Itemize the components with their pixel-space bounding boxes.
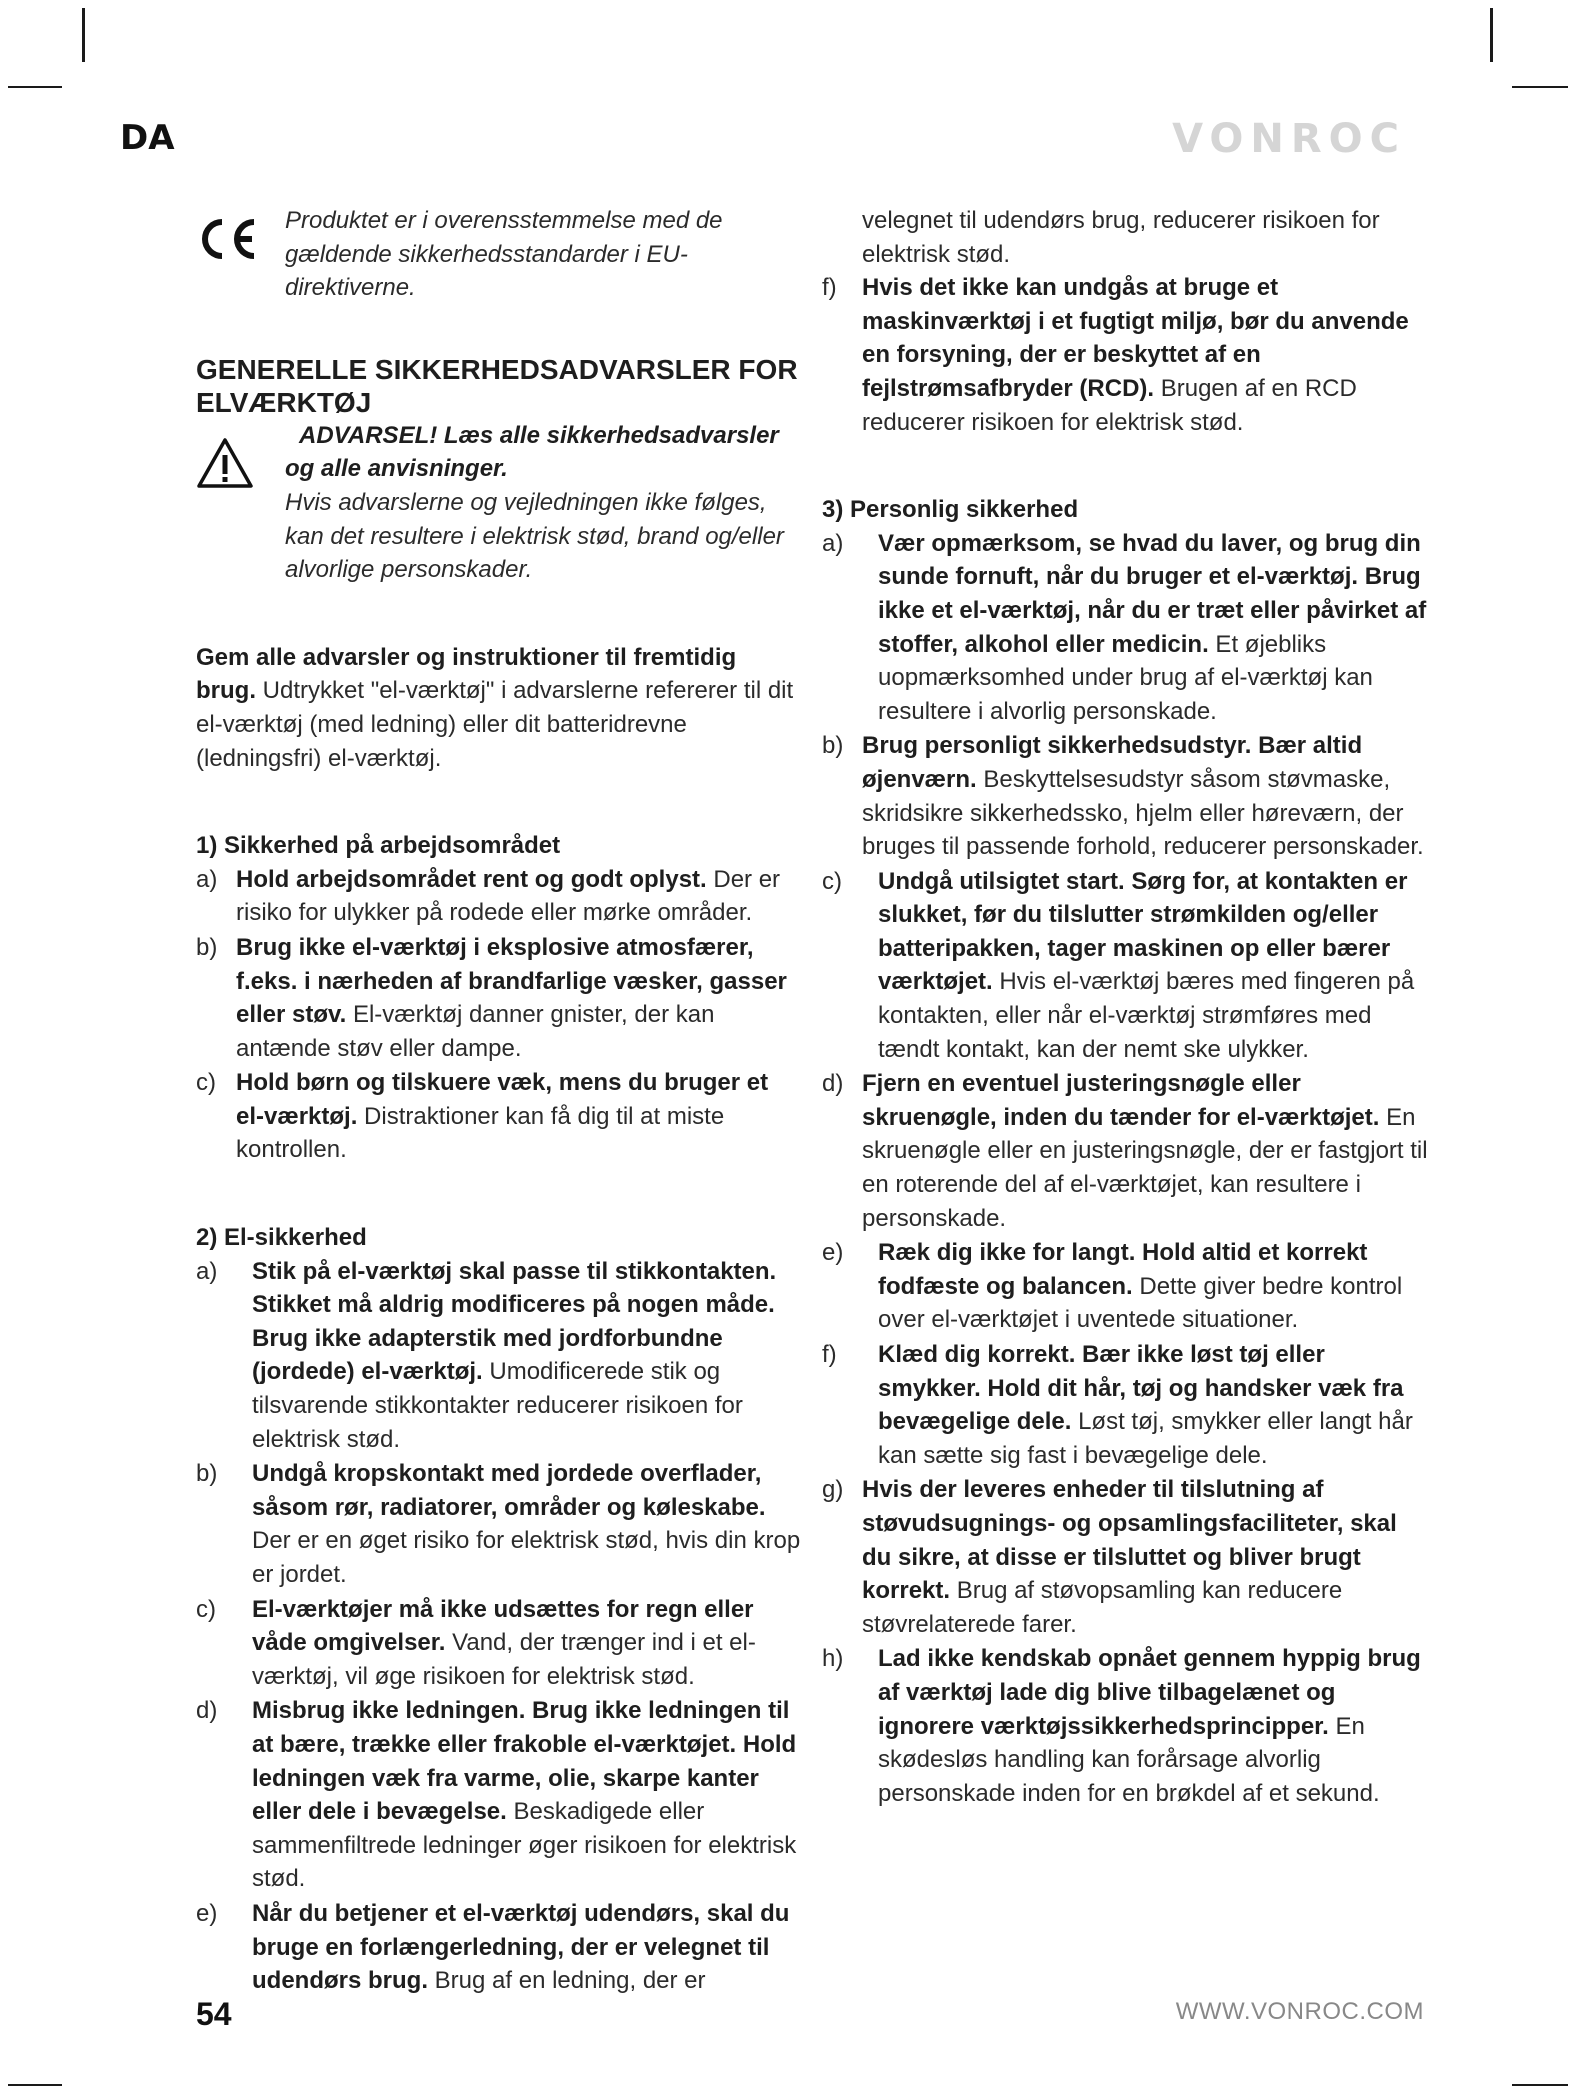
- list-item: [196, 1694, 802, 1896]
- section-electrical: [196, 1221, 802, 1998]
- item-label: b): [822, 732, 844, 760]
- website-url: WWW.VONROC.COM: [1175, 1998, 1424, 2025]
- list-item: [822, 865, 1428, 1067]
- item-label: c): [196, 1595, 216, 1623]
- item-text: [236, 1066, 802, 1167]
- section-title: 1) Sikkerhed på arbejdsområdet: [196, 832, 561, 860]
- item-body: Der er risiko for ulykker på rodede eller mørke områder.: [236, 865, 781, 927]
- list-item: [822, 1642, 1428, 1810]
- list-item: [822, 271, 1428, 439]
- item-bold: Fjern en eventuel justeringsnøgle eller skruenøgle, inden du tænder for el-værktøjet.: [862, 1070, 1380, 1131]
- brand-logo: VONROC: [1172, 116, 1406, 162]
- list-item: [822, 1473, 1428, 1641]
- crop-mark-top-right-vertical: [1490, 8, 1493, 62]
- item-body: El-værktøj danner gnister, der kan antænde støv eller dampe.: [236, 1001, 715, 1062]
- section-title: 2) El-sikkerhed: [196, 1224, 367, 1252]
- save-instructions: [196, 641, 802, 775]
- item-bold: Brug ikke el-værktøj i eksplosive atmosfærer, f.eks. i nærheden af brandfarlige væsker, gasser eller støv.: [236, 933, 787, 1029]
- item-label: b): [196, 933, 218, 961]
- item-label: a): [196, 1257, 218, 1285]
- item-text: [862, 865, 1428, 1067]
- item-label: b): [196, 1460, 218, 1488]
- item-label: h): [822, 1645, 844, 1673]
- ce-notice-text: Produktet er i overensstemmelse med de gældende sikkerhedsstandarder i EU-direktiverne.: [285, 207, 723, 302]
- section-personal-safety: [822, 493, 1428, 1810]
- list-item: [196, 1897, 802, 1998]
- warning-notice: [196, 419, 802, 587]
- item-text: [862, 1067, 1428, 1235]
- warning-triangle-icon: [196, 437, 254, 489]
- list-item: [822, 1338, 1428, 1472]
- item-bold: Ræk dig ikke for langt. Hold altid et korrekt fodfæste og balancen.: [878, 1239, 1368, 1300]
- list-item: [196, 931, 802, 1065]
- list-item: [196, 1593, 802, 1694]
- item-body: Brug af en ledning, der er: [428, 1967, 706, 1995]
- item-label: d): [196, 1697, 218, 1725]
- item-label: e): [822, 1239, 844, 1267]
- item-body: Dette giver bedre kontrol over el-værktøjet i uventede situationer.: [878, 1272, 1403, 1334]
- item-label: a): [196, 865, 218, 893]
- item-label: a): [822, 529, 844, 557]
- item-text: [236, 1593, 802, 1694]
- save-instructions-bold: Gem alle advarsler og instruktioner til fremtidig brug.: [196, 643, 737, 705]
- item-label: g): [822, 1476, 844, 1504]
- item-bold: Undgå kropskontakt med jordede overflader, såsom rør, radiatorer, områder og køleskabe.: [252, 1460, 766, 1521]
- item-bold: Klæd dig korrekt. Bær ikke løst tøj eller smykker. Hold dit hår, tøj og handsker væk fra bevægelige dele.: [878, 1341, 1404, 1436]
- item-text: [236, 1255, 802, 1457]
- item-bold: Lad ikke kendskab opnået gennem hyppig brug af værktøj lade dig blive tilbagelænet og ignorere værktøjssikkerhedsprincipper.: [878, 1645, 1421, 1740]
- list-item: [822, 1236, 1428, 1337]
- item-body: Beskyttelsesudstyr såsom støvmaske, skridsikre sikkerhedssko, hjelm eller høreværn, der bruges til passende forhold, reducerer personskader.: [862, 765, 1424, 861]
- crop-mark-top-left-horizontal: [8, 86, 62, 88]
- item-body: Vand, der trænger ind i et el-værktøj, vil øge risikoen for elektrisk stød.: [252, 1629, 756, 1690]
- item-bold: Hold børn og tilskuere væk, mens du bruger et el-værktøj.: [236, 1069, 769, 1130]
- item-body: Umodificerede stik og tilsvarende stikkontakter reducerer risikoen for elektrisk stød.: [252, 1358, 743, 1453]
- item-label: c): [196, 1069, 216, 1097]
- item-label: d): [822, 1070, 844, 1098]
- item-bold: Vær opmærksom, se hvad du laver, og brug din sunde fornuft, når du bruger et el-værktøj. Brug ikke et el-værktøj, når du er træt eller påvirket af stoffer, alkohol eller medicin.: [878, 529, 1427, 658]
- item-text: [236, 1897, 802, 1998]
- item-body: Distraktioner kan få dig til at miste kontrollen.: [236, 1102, 725, 1164]
- item-body: Hvis el-værktøj bæres med fingeren på kontakten, eller når el-værktøj strømføres med tændt kontakt, kan der nemt ske ulykker.: [878, 968, 1415, 1063]
- item-text: [236, 863, 802, 930]
- section-work-area: [196, 829, 802, 1167]
- list-item: [822, 1067, 1428, 1235]
- crop-mark-top-right-horizontal: [1512, 86, 1568, 88]
- warning-bold: ADVARSEL! Læs alle sikkerhedsadvarsler og alle anvisninger.: [285, 421, 779, 483]
- save-instructions-text: Udtrykket "el-værktøj" i advarslerne refererer til dit el-værktøj (med ledning) eller dit batteridrevne (ledningsfri) el-værktøj.: [196, 677, 794, 772]
- page-number: 54: [196, 1996, 232, 2032]
- item-text: [862, 1236, 1428, 1337]
- item-text: [236, 1457, 802, 1591]
- item-body: Brugen af en RCD reducerer risikoen for elektrisk stød.: [862, 374, 1357, 436]
- ce-notice: [196, 204, 802, 305]
- item-label: f): [822, 274, 837, 302]
- section-electrical-continued: [822, 204, 1428, 439]
- crop-mark-top-left-vertical: [82, 8, 85, 62]
- item-text: [862, 729, 1428, 863]
- item-text: [236, 1694, 802, 1896]
- language-code: DA: [120, 118, 175, 158]
- left-column: [196, 204, 802, 1998]
- item-bold: Brug personligt sikkerhedsudstyr. Bær altid øjenværn.: [862, 732, 1363, 793]
- item-label: c): [822, 867, 842, 895]
- item-bold: Hvis der leveres enheder til tilslutning af støvudsugnings- og opsamlingsfaciliteter, skal du sikre, at disse er tilsluttet og bliver brugt korrekt.: [862, 1476, 1397, 1605]
- item-body: Et øjebliks uopmærksomhed under brug af el-værktøj kan resultere i alvorlig personskade.: [878, 630, 1373, 725]
- item-bold: Når du betjener et el-værktøj udendørs, skal du bruge en forlængerledning, der er velegnet til udendørs brug.: [252, 1899, 790, 1995]
- section-title: 3) Personlig sikkerhed: [822, 496, 1079, 524]
- crop-mark-bottom-right-horizontal: [1512, 2084, 1568, 2086]
- item-text: [236, 931, 802, 1065]
- item-bold: Undgå utilsigtet start. Sørg for, at kontakten er slukket, før du tilslutter strømkilden og/eller batteripakken, tager maskinen op eller bærer værktøjet.: [878, 867, 1408, 996]
- item-text: [862, 527, 1428, 729]
- item-text: [862, 1642, 1428, 1810]
- item-text: [862, 1473, 1428, 1641]
- list-item: [196, 1457, 802, 1591]
- item-bold: Misbrug ikke ledningen. Brug ikke ledningen til at bære, trække eller frakoble el-værktøjet. Hold ledningen væk fra varme, olie, skarpe kanter eller dele i bevægelse.: [252, 1697, 797, 1826]
- item-text: [862, 1338, 1428, 1472]
- item-bold: Stik på el-værktøj skal passe til stikkontakten. Stikket må aldrig modificeres på nogen måde. Brug ikke adapterstik med jordforbundne (jordede) el-værktøj.: [252, 1257, 777, 1386]
- continuation-text: velegnet til udendørs brug, reducerer risikoen for elektrisk stød.: [862, 207, 1380, 268]
- item-label: e): [196, 1899, 218, 1927]
- list-item: [196, 1066, 802, 1167]
- crop-mark-bottom-left-horizontal: [8, 2084, 62, 2086]
- item-label: f): [822, 1341, 837, 1368]
- right-column: [822, 204, 1428, 1810]
- item-body: Der er en øget risiko for elektrisk stød, hvis din krop er jordet.: [252, 1527, 801, 1588]
- warning-body: Hvis advarslerne og vejledningen ikke følges, kan det resultere i elektrisk stød, brand og/eller alvorlige personskader.: [285, 488, 784, 584]
- item-body: En skruenøgle eller en justeringsnøgle, der er fastgjort til en roterende del af el-værktøjet, kan resultere i personskade.: [862, 1103, 1428, 1232]
- item-body: Brug af støvopsamling kan reducere støvrelaterede farer.: [862, 1577, 1343, 1638]
- item-text: [862, 271, 1428, 439]
- list-item: [822, 729, 1428, 863]
- ce-mark-icon: [196, 214, 260, 264]
- list-item: [196, 1255, 802, 1457]
- item-bold: Hold arbejdsområdet rent og godt oplyst.: [236, 865, 707, 893]
- item-body: Beskadigede eller sammenfiltrede ledninger øger risikoen for elektrisk stød.: [252, 1798, 797, 1893]
- item-bold: Hvis det ikke kan undgås at bruge et maskinværktøj i et fugtigt miljø, bør du anvende en forsyning, der er beskyttet af en fejlstrømsafbryder (RCD).: [862, 274, 1409, 402]
- list-item: [196, 863, 802, 930]
- item-bold: El-værktøjer må ikke udsættes for regn eller våde omgivelser.: [252, 1595, 754, 1657]
- item-body: En skødesløs handling kan forårsage alvorlig personskade inden for en brøkdel af et sekund.: [878, 1712, 1380, 1807]
- warning-text: [285, 419, 802, 587]
- general-safety-heading: GENERELLE SIKKERHEDSADVARSLER FOR ELVÆRKTØJ: [196, 353, 798, 418]
- list-item: [822, 527, 1428, 729]
- item-body: Løst tøj, smykker eller langt hår kan sætte sig fast i bevægelige dele.: [878, 1408, 1413, 1469]
